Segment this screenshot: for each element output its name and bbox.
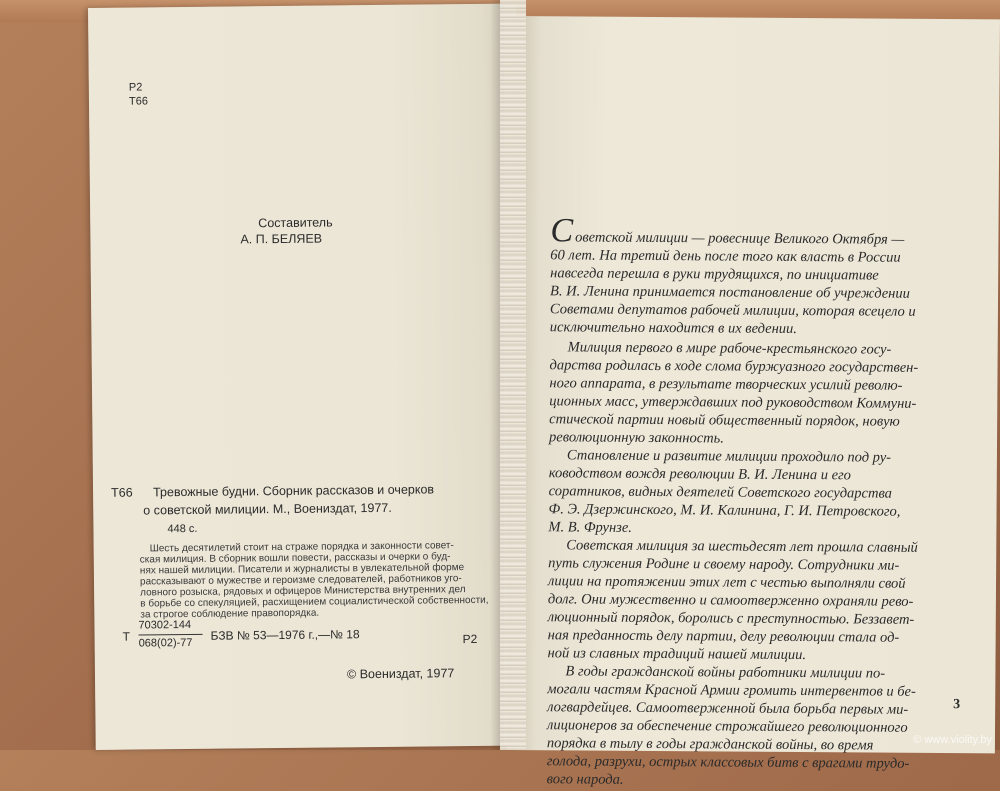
compiler-label: Составитель: [258, 215, 333, 231]
text-line: логвардейцев. Самоотверженной была борьба первых ми-: [547, 699, 909, 718]
text-line: революционную законность.: [549, 429, 724, 447]
drop-cap: С: [550, 212, 574, 250]
paragraph-5: [547, 662, 968, 791]
text-line: Ф. Э. Дзержинского, М. И. Калинина, Г. И. Петровского,: [548, 501, 901, 520]
text-line: 60 лет. На третий день после того как власть в России: [550, 247, 901, 266]
left-page: [88, 4, 524, 750]
right-page: [507, 16, 1000, 788]
annotation-line: в борьбе со спекуляцией, расхищением социалистической собственности,: [140, 594, 489, 610]
text-line: М. В. Фрунзе.: [548, 519, 633, 536]
classification-code-2: Т66: [128, 95, 149, 108]
text-line: Становление и развитие милиции проходило под ру-: [566, 447, 892, 466]
page-number: 3: [953, 697, 961, 713]
text-line: ководством вождя революции В. И. Ленина и его: [548, 465, 852, 484]
index-class: Р2: [462, 631, 478, 647]
index-prefix: Т: [122, 629, 131, 644]
annotation-line: за строгое соблюдение правопорядка.: [140, 607, 320, 621]
text-line: дарства родилась в ходе слома буржуазного государствен-: [549, 357, 919, 376]
text-line: долг. Они мужественно и самоотверженно охраняли рево-: [547, 591, 914, 610]
text-line: В. И. Ленина принимается постановление об учреждении: [550, 283, 910, 302]
text-line: исключительно находится в их ведении.: [549, 319, 798, 337]
annotation-line: нях нашей милиции. Писатели и журналисты в увлекательной форме: [139, 562, 465, 577]
watermark: © www.violity.by: [913, 734, 992, 746]
annotation: [140, 540, 489, 621]
annotation-line: ловного розыска, рядовых и офицеров Министерства внутренних дел: [140, 584, 466, 599]
book-spine: [500, 0, 526, 750]
bzv-number: БЗВ № 53—1976 г.,—№ 18: [210, 627, 360, 643]
text-line: В годы гражданской войны работники милиции по-: [565, 663, 886, 682]
text-line: Милиция первого в мире рабоче-крестьянского госу-: [567, 339, 892, 358]
text-line: соратников, видных деятелей Советского государства: [548, 483, 892, 502]
text-line: люционный порядок, боролись с преступностью. Беззавет-: [547, 609, 915, 628]
classification-code-1: Р2: [128, 81, 143, 94]
paragraph-3: [548, 446, 969, 539]
foreword-text: [546, 212, 971, 791]
book-title-line2: о советской милиции. М., Воениздат, 1977.: [143, 500, 392, 518]
text-line: ной из славных традиций нашей милиции.: [547, 645, 807, 664]
annotation-line: Шесть десятилетий стоит на страже порядка и законности совет-: [149, 540, 454, 555]
text-line: путь служения Родине и своему народу. Сотрудники ми-: [548, 555, 900, 574]
text-line: Советами депутатов рабочей милиции, которая всецело и: [549, 301, 916, 320]
text-line: лиции на протяжении этих лет с честью выполняли свой: [547, 573, 906, 592]
annotation-line: ская милиция. В сборник вошли повести, рассказы и очерки о буд-: [139, 551, 451, 566]
text-line: вого народа.: [546, 771, 624, 788]
annotation-line: рассказывают о мужестве и героизме следователей, работников уго-: [139, 573, 462, 588]
catalog-code: Т66: [111, 485, 133, 500]
text-line: голода, разрухи, острых классовых битв с врагами трудо-: [546, 753, 910, 772]
text-line: ционных масс, утверждавших под руководством Коммуни-: [549, 393, 917, 412]
text-line: оветской милиции — ровеснице Великого Октября —: [575, 229, 905, 248]
text-line: стической партии новый общественный порядок, новую: [549, 411, 900, 430]
text-line: Советская милиция за шестьдесят лет прошла славный: [566, 537, 918, 556]
text-line: порядка в тылу в годы гражданской войны, во время: [546, 735, 874, 754]
text-line: навсегда перешла в руки трудящихся, по инициативе: [550, 265, 879, 284]
paragraph-4: [547, 536, 968, 665]
paragraph-2: [549, 338, 970, 449]
index-numerator: 70302-144: [138, 618, 192, 632]
index-denominator: 068(02)-77: [138, 636, 193, 650]
text-line: ного аппарата, в результате творческих усилий револю-: [549, 375, 903, 394]
book-title-line1: Тревожные будни. Сборник рассказов и очерков: [153, 482, 435, 500]
compiler-name: А. П. БЕЛЯЕВ: [240, 231, 323, 247]
copyright-notice: © Воениздат, 1977: [346, 666, 455, 682]
text-line: могали частям Красной Армии громить интервентов и бе-: [547, 681, 916, 700]
text-line: ная преданность делу партии, делу революции стала од-: [547, 627, 900, 646]
page-count: 448 с.: [167, 522, 198, 536]
index-fraction-line: [139, 634, 203, 636]
paragraph-1: [549, 212, 971, 339]
text-line: лиционеров за обеспечение строжайшего революционного: [546, 717, 908, 736]
